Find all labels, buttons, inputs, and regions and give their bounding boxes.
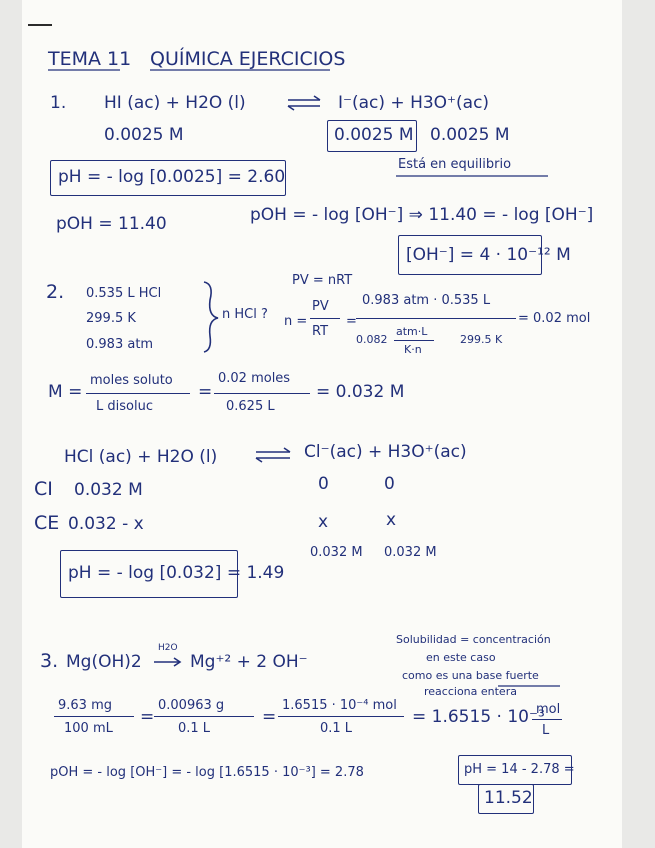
ej1-conc-hi: 0.0025 M <box>104 125 184 145</box>
ej3-frac2-bottom: 0.1 L <box>178 721 211 736</box>
ej2-temperature: 299.5 K <box>86 311 136 326</box>
ej1-reaction-left: HI (ac) + H2O (l) <box>104 93 246 113</box>
ej3-reaction-left: Mg(OH)2 <box>66 652 142 672</box>
ej3-frac1-bottom: 100 mL <box>64 721 113 736</box>
ej3-frac3-bar <box>278 716 404 717</box>
ej2-equals-sign: = <box>346 314 357 329</box>
ej2-pv: PV <box>312 299 329 314</box>
ej2-molarity-equals: = <box>198 382 213 402</box>
ej3-number: 3. <box>40 650 59 672</box>
ej2-n-question: n HCl ? <box>222 307 268 322</box>
ej3-frac2-top: 0.00963 g <box>158 698 225 713</box>
ej2-ce-x-2: x <box>386 510 397 530</box>
ej2-reaction-left: HCl (ac) + H2O (l) <box>64 447 218 467</box>
ej3-ph-calc: pH = 14 - 2.78 = <box>464 762 575 777</box>
ej2-ph-result: pH = - log [0.032] = 1.49 <box>68 563 285 583</box>
ej1-ph-calc: pH = - log [0.0025] = 2.60 <box>58 167 286 187</box>
ej3-equals-2: = <box>262 707 277 727</box>
ej2-ci-label: CI <box>34 478 53 500</box>
ej2-ideal-gas-law: PV = nRT <box>292 273 353 288</box>
ej2-ci-zero-2: 0 <box>384 474 395 494</box>
ej2-numerator-values: 0.983 atm · 0.535 L <box>362 293 491 308</box>
ej3-frac3-bottom: 0.1 L <box>320 721 353 736</box>
page-title: QUÍMICA EJERCICIOS <box>150 48 346 70</box>
ej1-conc-h3o: 0.0025 M <box>430 125 510 145</box>
ej2-l-disoluc: L disoluc <box>96 399 153 414</box>
ej3-reaction-right: Mg⁺² + 2 OH⁻ <box>190 652 308 672</box>
ej2-r-units-bar <box>394 340 434 341</box>
ej2-moles-soluto: moles soluto <box>90 373 173 388</box>
ej3-frac1-top: 9.63 mg <box>58 698 112 713</box>
ej2-molarity-bar-1 <box>86 393 190 394</box>
ej3-result-unit-top: mol <box>536 702 561 717</box>
ej2-den-temperature: 299.5 K <box>460 333 503 346</box>
ej3-equals-1: = <box>140 707 155 727</box>
ej3-note-1: Solubilidad = concentración <box>396 633 551 646</box>
ej2-fraction-bar-1 <box>310 318 340 319</box>
ej2-n-equals: n = <box>284 314 308 329</box>
ej2-ci-zero-1: 0 <box>318 474 329 494</box>
ej2-molarity-lhs: M = <box>48 382 83 402</box>
ej1-reaction-right: I⁻(ac) + H3O⁺(ac) <box>338 93 490 113</box>
ej2-r-units-top: atm·L <box>396 325 428 338</box>
ej3-over-arrow: H2O <box>158 643 178 653</box>
ej2-final-conc-2: 0.032 M <box>384 545 437 560</box>
ej3-ph-final: 11.52 <box>484 788 533 808</box>
ej2-final-conc-1: 0.032 M <box>310 545 363 560</box>
ej2-pressure: 0.983 atm <box>86 337 154 352</box>
ej2-l-value: 0.625 L <box>226 399 275 414</box>
ej2-r-units-bottom: K·n <box>404 343 422 356</box>
ej3-frac2-bar <box>154 716 254 717</box>
ej1-conc-i: 0.0025 M <box>334 125 414 145</box>
ej3-result-unit-bottom: L <box>542 723 550 738</box>
ej3-poh-line: pOH = - log [OH⁻] = - log [1.6515 · 10⁻³] = 2.78 <box>50 765 364 780</box>
ej1-poh: pOH = 11.40 <box>56 214 167 234</box>
ej3-result-unit-bar <box>532 719 562 720</box>
ej2-ce-value: 0.032 - x <box>68 514 144 534</box>
ej3-result: = 1.6515 · 10⁻³ <box>412 707 545 727</box>
ej2-molarity-result: = 0.032 M <box>316 382 405 402</box>
ej2-n-result: = 0.02 mol <box>518 311 591 326</box>
ej2-r-constant: 0.082 <box>356 333 388 346</box>
ej3-note-4: reacciona entera <box>424 685 517 698</box>
tema-label: TEMA 11 <box>48 48 132 70</box>
ej2-ce-label: CE <box>34 512 60 534</box>
ej3-frac1-bar <box>54 716 134 717</box>
ej2-ce-x-1: x <box>318 512 329 532</box>
ej2-moles-value: 0.02 moles <box>218 371 291 386</box>
ej1-poh-equation: pOH = - log [OH⁻] ⇒ 11.40 = - log [OH⁻] <box>250 205 594 225</box>
ej1-number: 1. <box>50 93 67 113</box>
ej2-number: 2. <box>46 281 65 303</box>
ej2-rt: RT <box>312 324 329 339</box>
ej2-fraction-bar-2 <box>356 318 516 319</box>
ej1-equilibrio-note: Está en equilibrio <box>398 157 512 172</box>
ej2-reaction-right: Cl⁻(ac) + H3O⁺(ac) <box>304 442 467 462</box>
ej3-note-3: como es una base fuerte <box>402 669 539 682</box>
ej2-molarity-bar-2 <box>214 393 310 394</box>
ej2-volume: 0.535 L HCl <box>86 286 162 301</box>
ej1-oh-result: [OH⁻] = 4 · 10⁻¹² M <box>406 245 571 265</box>
ej3-frac3-top: 1.6515 · 10⁻⁴ mol <box>282 698 397 713</box>
ej2-ci-value: 0.032 M <box>74 480 143 500</box>
ej3-note-2: en este caso <box>426 651 496 664</box>
